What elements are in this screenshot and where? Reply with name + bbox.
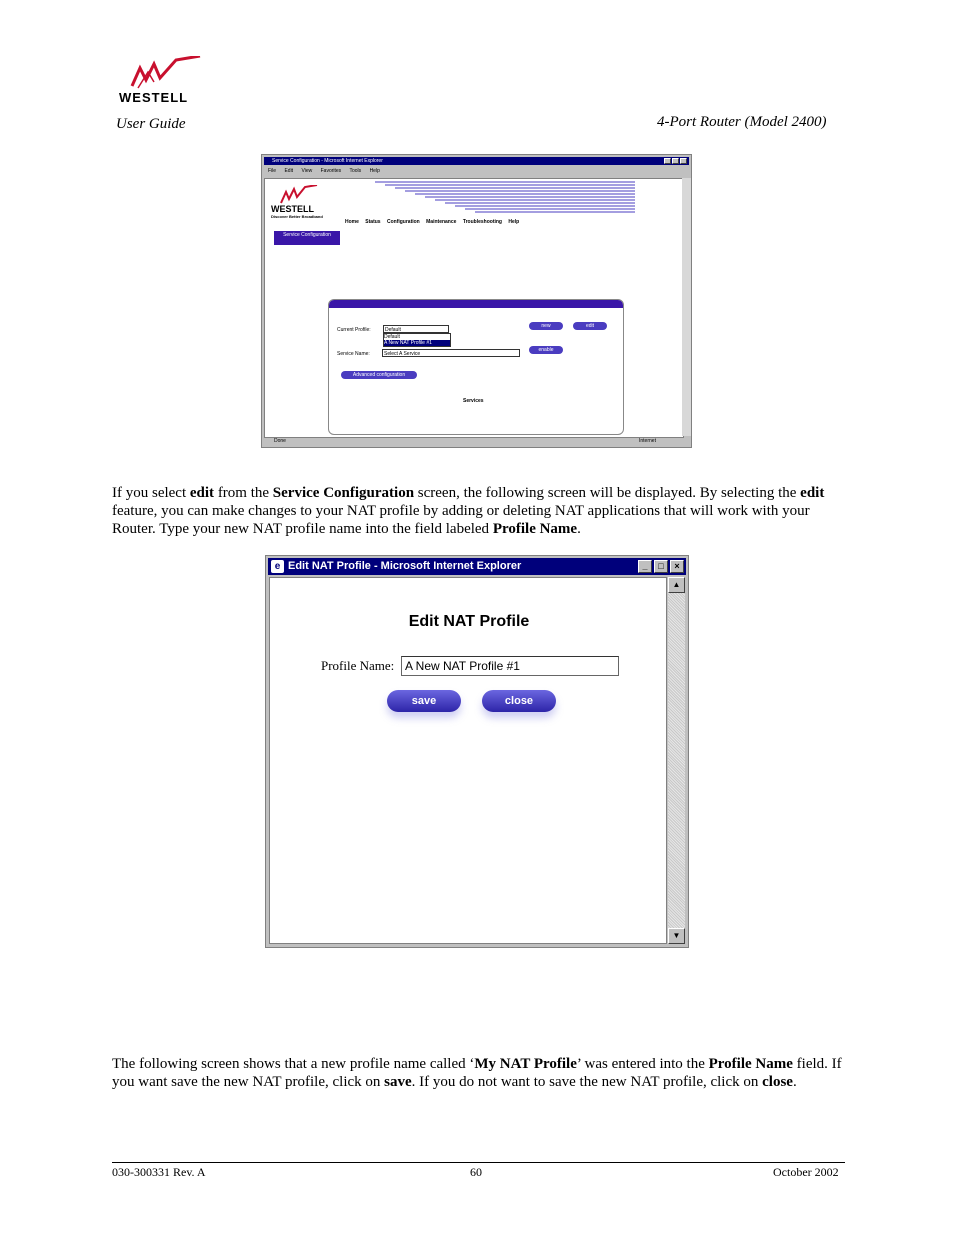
close-window-button[interactable]: × xyxy=(670,560,684,573)
enable-button[interactable]: enable xyxy=(529,346,563,354)
service-name-select[interactable] xyxy=(382,349,520,357)
bold-text: My NAT Profile xyxy=(474,1056,577,1072)
edit-nat-profile-window xyxy=(265,555,689,948)
window-titlebar xyxy=(264,157,689,165)
minimize-button[interactable] xyxy=(664,158,671,164)
current-profile-select[interactable] xyxy=(383,325,449,333)
current-profile-value: Default xyxy=(385,327,401,333)
header-left: User Guide xyxy=(116,116,186,132)
menu-bar xyxy=(268,166,387,176)
text: field. If you want save the new NAT profile, click on xyxy=(112,1056,842,1090)
nav-bar xyxy=(345,219,524,225)
profile-dropdown-list xyxy=(383,333,451,347)
menu-favorites[interactable]: Favorites xyxy=(320,168,342,174)
new-button[interactable]: new xyxy=(529,322,563,330)
bold-text: edit xyxy=(800,485,825,501)
text: feature, you can make changes to your NAT profile by adding or deleting NAT applications that will work with your Router. Type your new NAT profile name into the field labeled xyxy=(112,503,810,537)
status-text: Done xyxy=(274,438,286,444)
edit-button[interactable]: edit xyxy=(573,322,607,330)
page-content xyxy=(264,178,684,438)
status-bar xyxy=(264,437,689,446)
paragraph-edit-intro xyxy=(112,484,847,538)
bold-text: save xyxy=(384,1074,412,1090)
text: screen, the following screen will be displayed. By selecting the xyxy=(414,485,801,501)
maximize-button[interactable] xyxy=(672,158,679,164)
status-zone: Internet xyxy=(639,438,656,444)
text: . xyxy=(577,521,581,537)
bold-text: Service Configuration xyxy=(272,485,415,501)
service-config-window xyxy=(261,154,692,448)
dropdown-option[interactable]: Default xyxy=(384,334,400,340)
window-titlebar xyxy=(268,558,686,575)
maximize-button[interactable]: □ xyxy=(654,560,668,573)
paragraph-save-close xyxy=(112,1055,847,1091)
service-panel xyxy=(328,299,624,435)
menu-file[interactable]: File xyxy=(268,168,277,174)
menu-help[interactable]: Help xyxy=(369,168,380,174)
logo-small-text: WESTELL xyxy=(271,204,314,214)
nav-maintenance[interactable]: Maintenance xyxy=(426,219,457,225)
menu-tools[interactable]: Tools xyxy=(349,168,362,174)
vertical-scrollbar[interactable] xyxy=(682,178,691,436)
window-title: Service Configuration - Microsoft Internet Explorer xyxy=(272,158,383,164)
logo-tagline: Discover Better Broadband xyxy=(271,214,323,219)
menu-view[interactable]: View xyxy=(301,168,313,174)
services-label: Services xyxy=(463,398,484,404)
panel-header-bar xyxy=(329,300,623,308)
vertical-scrollbar[interactable] xyxy=(668,577,685,944)
close-button[interactable]: close xyxy=(482,690,556,712)
ie-icon: e xyxy=(271,560,284,573)
dropdown-option-selected[interactable]: A New NAT Profile #1 xyxy=(384,340,450,346)
nav-status[interactable]: Status xyxy=(365,219,381,225)
nav-troubleshooting[interactable]: Troubleshooting xyxy=(462,219,502,225)
bold-text: Profile Name xyxy=(708,1056,793,1072)
footer-page-number: 60 xyxy=(470,1165,482,1179)
window-title: Edit NAT Profile - Microsoft Internet Explorer xyxy=(288,560,522,572)
menu-edit[interactable]: Edit xyxy=(284,168,294,174)
service-configuration-tab[interactable]: Service Configuration xyxy=(274,231,340,245)
text: . xyxy=(792,1074,797,1090)
nav-configuration[interactable]: Configuration xyxy=(386,219,420,225)
logo-text: WESTELL xyxy=(119,90,189,105)
close-window-button[interactable] xyxy=(680,158,687,164)
page-heading: Edit NAT Profile xyxy=(408,613,530,630)
text: ’ was entered into the xyxy=(576,1056,709,1072)
header-right: 4-Port Router (Model 2400) xyxy=(657,114,827,130)
scroll-up-arrow-icon[interactable]: ▲ xyxy=(668,577,685,593)
footer-date: October 2002 xyxy=(773,1165,839,1179)
bold-text: close xyxy=(762,1074,793,1090)
service-name-value: Select A Service xyxy=(384,351,421,357)
footer-divider xyxy=(112,1162,845,1163)
westell-logo-small xyxy=(279,185,319,205)
text: If you select xyxy=(112,485,190,501)
text: . If you do not want to save the new NAT profile, click on xyxy=(411,1074,763,1090)
minimize-button[interactable]: _ xyxy=(638,560,652,573)
current-profile-label: Current Profile: xyxy=(337,327,371,333)
scroll-down-arrow-icon[interactable]: ▼ xyxy=(668,928,685,944)
profile-name-input[interactable]: A New NAT Profile #1 xyxy=(401,656,619,676)
text: The following screen shows that a new profile name called ‘ xyxy=(112,1056,475,1072)
service-name-label: Service Name: xyxy=(337,351,370,357)
footer-doc-id: 030-300331 Rev. A xyxy=(112,1165,206,1179)
save-button[interactable]: save xyxy=(387,690,461,712)
page-content xyxy=(269,577,667,944)
bold-text: edit xyxy=(189,485,215,501)
bold-text: Profile Name xyxy=(492,521,578,537)
advanced-configuration-button[interactable]: Advanced configuration xyxy=(341,371,417,379)
nav-help[interactable]: Help xyxy=(508,219,520,225)
header-stripes xyxy=(375,180,635,220)
nav-home[interactable]: Home xyxy=(345,219,359,225)
westell-logo-mark xyxy=(128,56,204,92)
text: from the xyxy=(214,485,273,501)
profile-name-label: Profile Name: xyxy=(321,658,395,673)
